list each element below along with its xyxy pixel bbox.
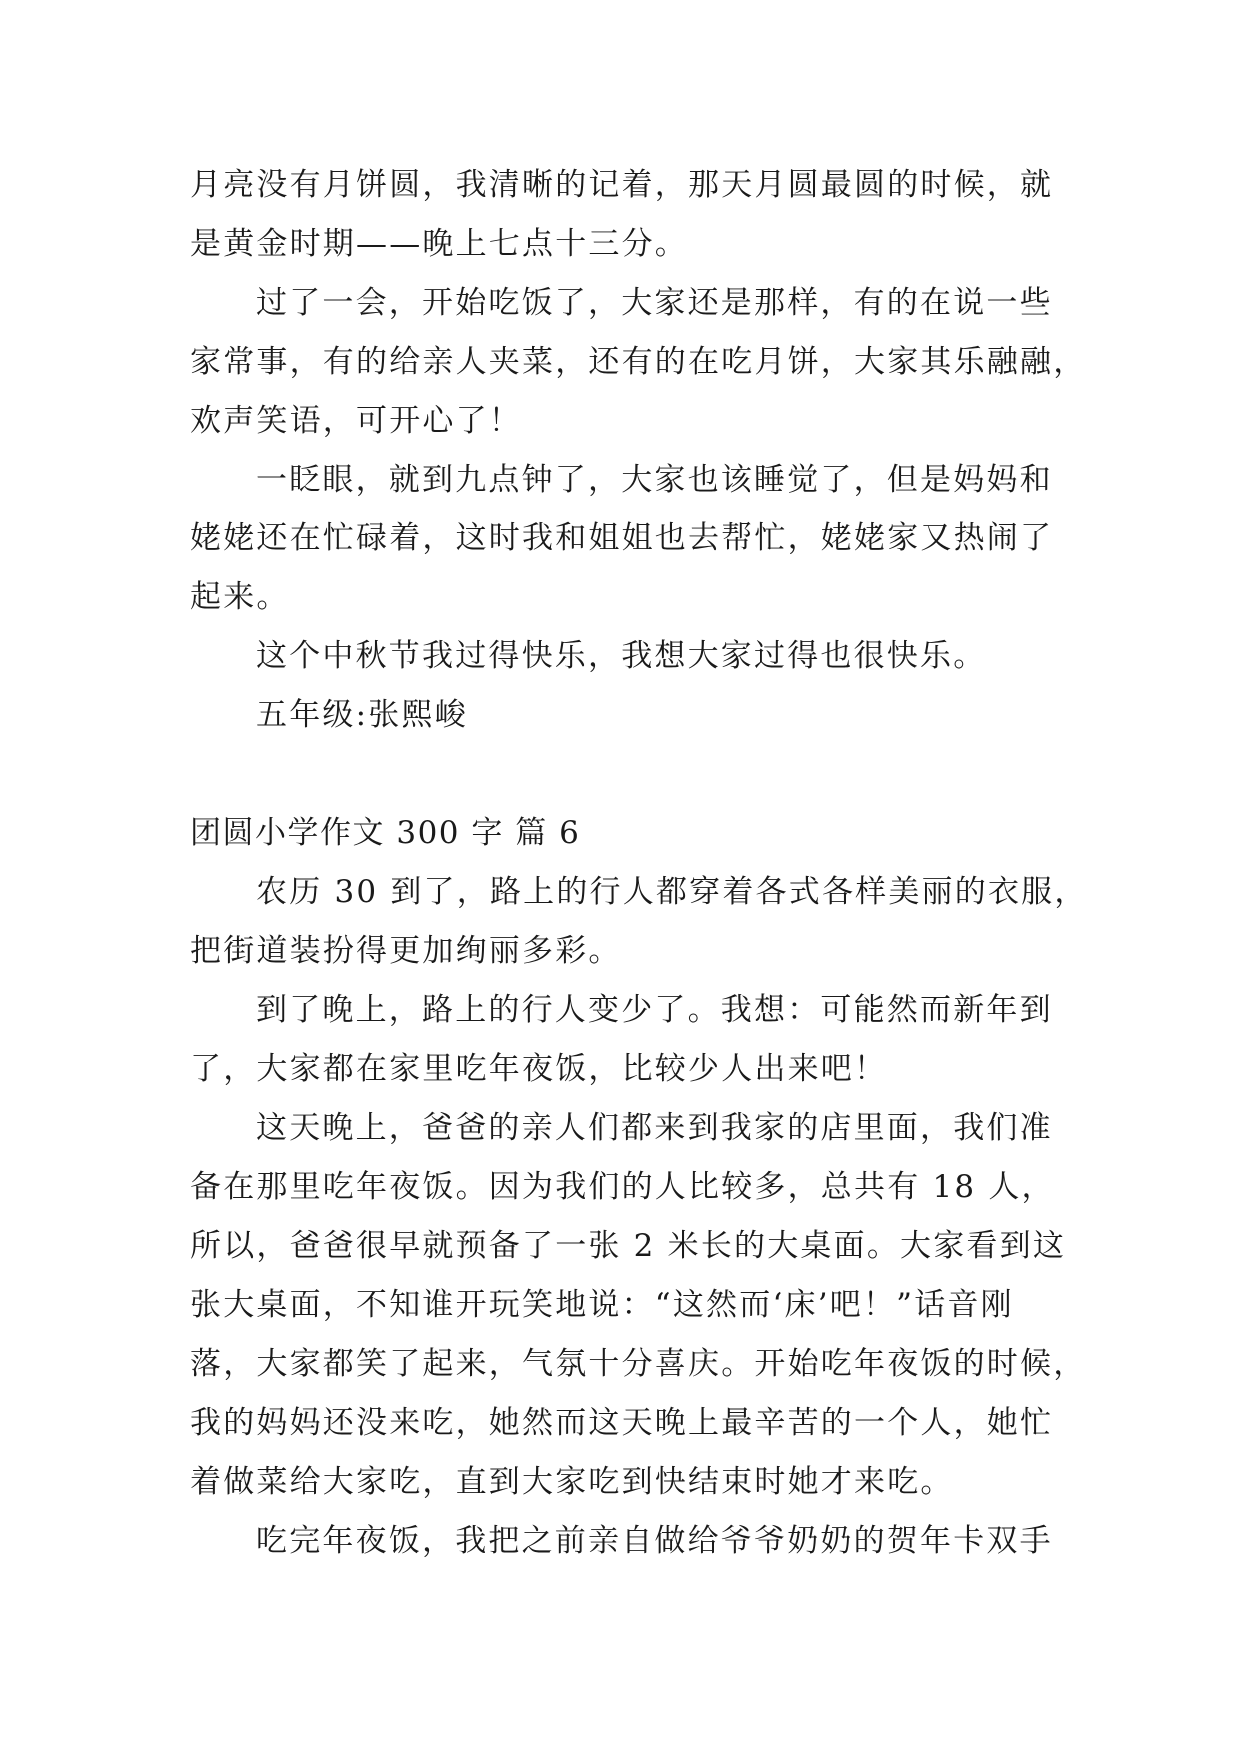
text-line: 起来。 <box>190 579 290 615</box>
author-line: 五年级:张熙峻 <box>256 697 468 733</box>
paragraph-start-line: 这天晚上，爸爸的亲人们都来到我家的店里面，我们准 <box>256 1110 1053 1146</box>
text-line: 备在那里吃年夜饭。因为我们的人比较多，总共有 18 人， <box>190 1169 1055 1205</box>
text-line: 把街道装扮得更加绚丽多彩。 <box>190 933 622 969</box>
section-heading: 团圆小学作文 300 字 篇 6 <box>190 815 581 851</box>
paragraph-start-line: 到了晚上，路上的行人变少了。我想：可能然而新年到 <box>256 992 1053 1028</box>
text-line: 落，大家都笑了起来，气氛十分喜庆。开始吃年夜饭的时候， <box>190 1346 1087 1382</box>
text-line: 月亮没有月饼圆，我清晰的记着，那天月圆最圆的时候，就 <box>190 167 1054 203</box>
text-line: 了，大家都在家里吃年夜饭，比较少人出来吧！ <box>190 1051 888 1087</box>
paragraph-start-line: 这个中秋节我过得快乐，我想大家过得也很快乐。 <box>256 638 987 674</box>
text-line: 着做菜给大家吃，直到大家吃到快结束时她才来吃。 <box>190 1464 954 1500</box>
paragraph-start-line: 农历 30 到了，路上的行人都穿着各式各样美丽的衣服， <box>256 874 1088 910</box>
text-line: 我的妈妈还没来吃，她然而这天晚上最辛苦的一个人，她忙 <box>190 1405 1054 1441</box>
text-line: 张大桌面，不知谁开玩笑地说：“这然而‘床’吧！”话音刚 <box>190 1287 1014 1323</box>
text-line: 欢声笑语，可开心了！ <box>190 403 522 439</box>
text-line: 姥姥还在忙碌着，这时我和姐姐也去帮忙，姥姥家又热闹了 <box>190 520 1054 556</box>
paragraph-start-line: 吃完年夜饭，我把之前亲自做给爷爷奶奶的贺年卡双手 <box>256 1523 1053 1559</box>
text-line: 是黄金时期——晚上七点十三分。 <box>190 226 688 262</box>
paragraph-start-line: 一眨眼，就到九点钟了，大家也该睡觉了，但是妈妈和 <box>256 462 1053 498</box>
text-line: 所以，爸爸很早就预备了一张 2 米长的大桌面。大家看到这 <box>190 1228 1067 1264</box>
text-line: 家常事，有的给亲人夹菜，还有的在吃月饼，大家其乐融融， <box>190 344 1087 380</box>
paragraph-start-line: 过了一会，开始吃饭了，大家还是那样，有的在说一些 <box>256 285 1053 321</box>
